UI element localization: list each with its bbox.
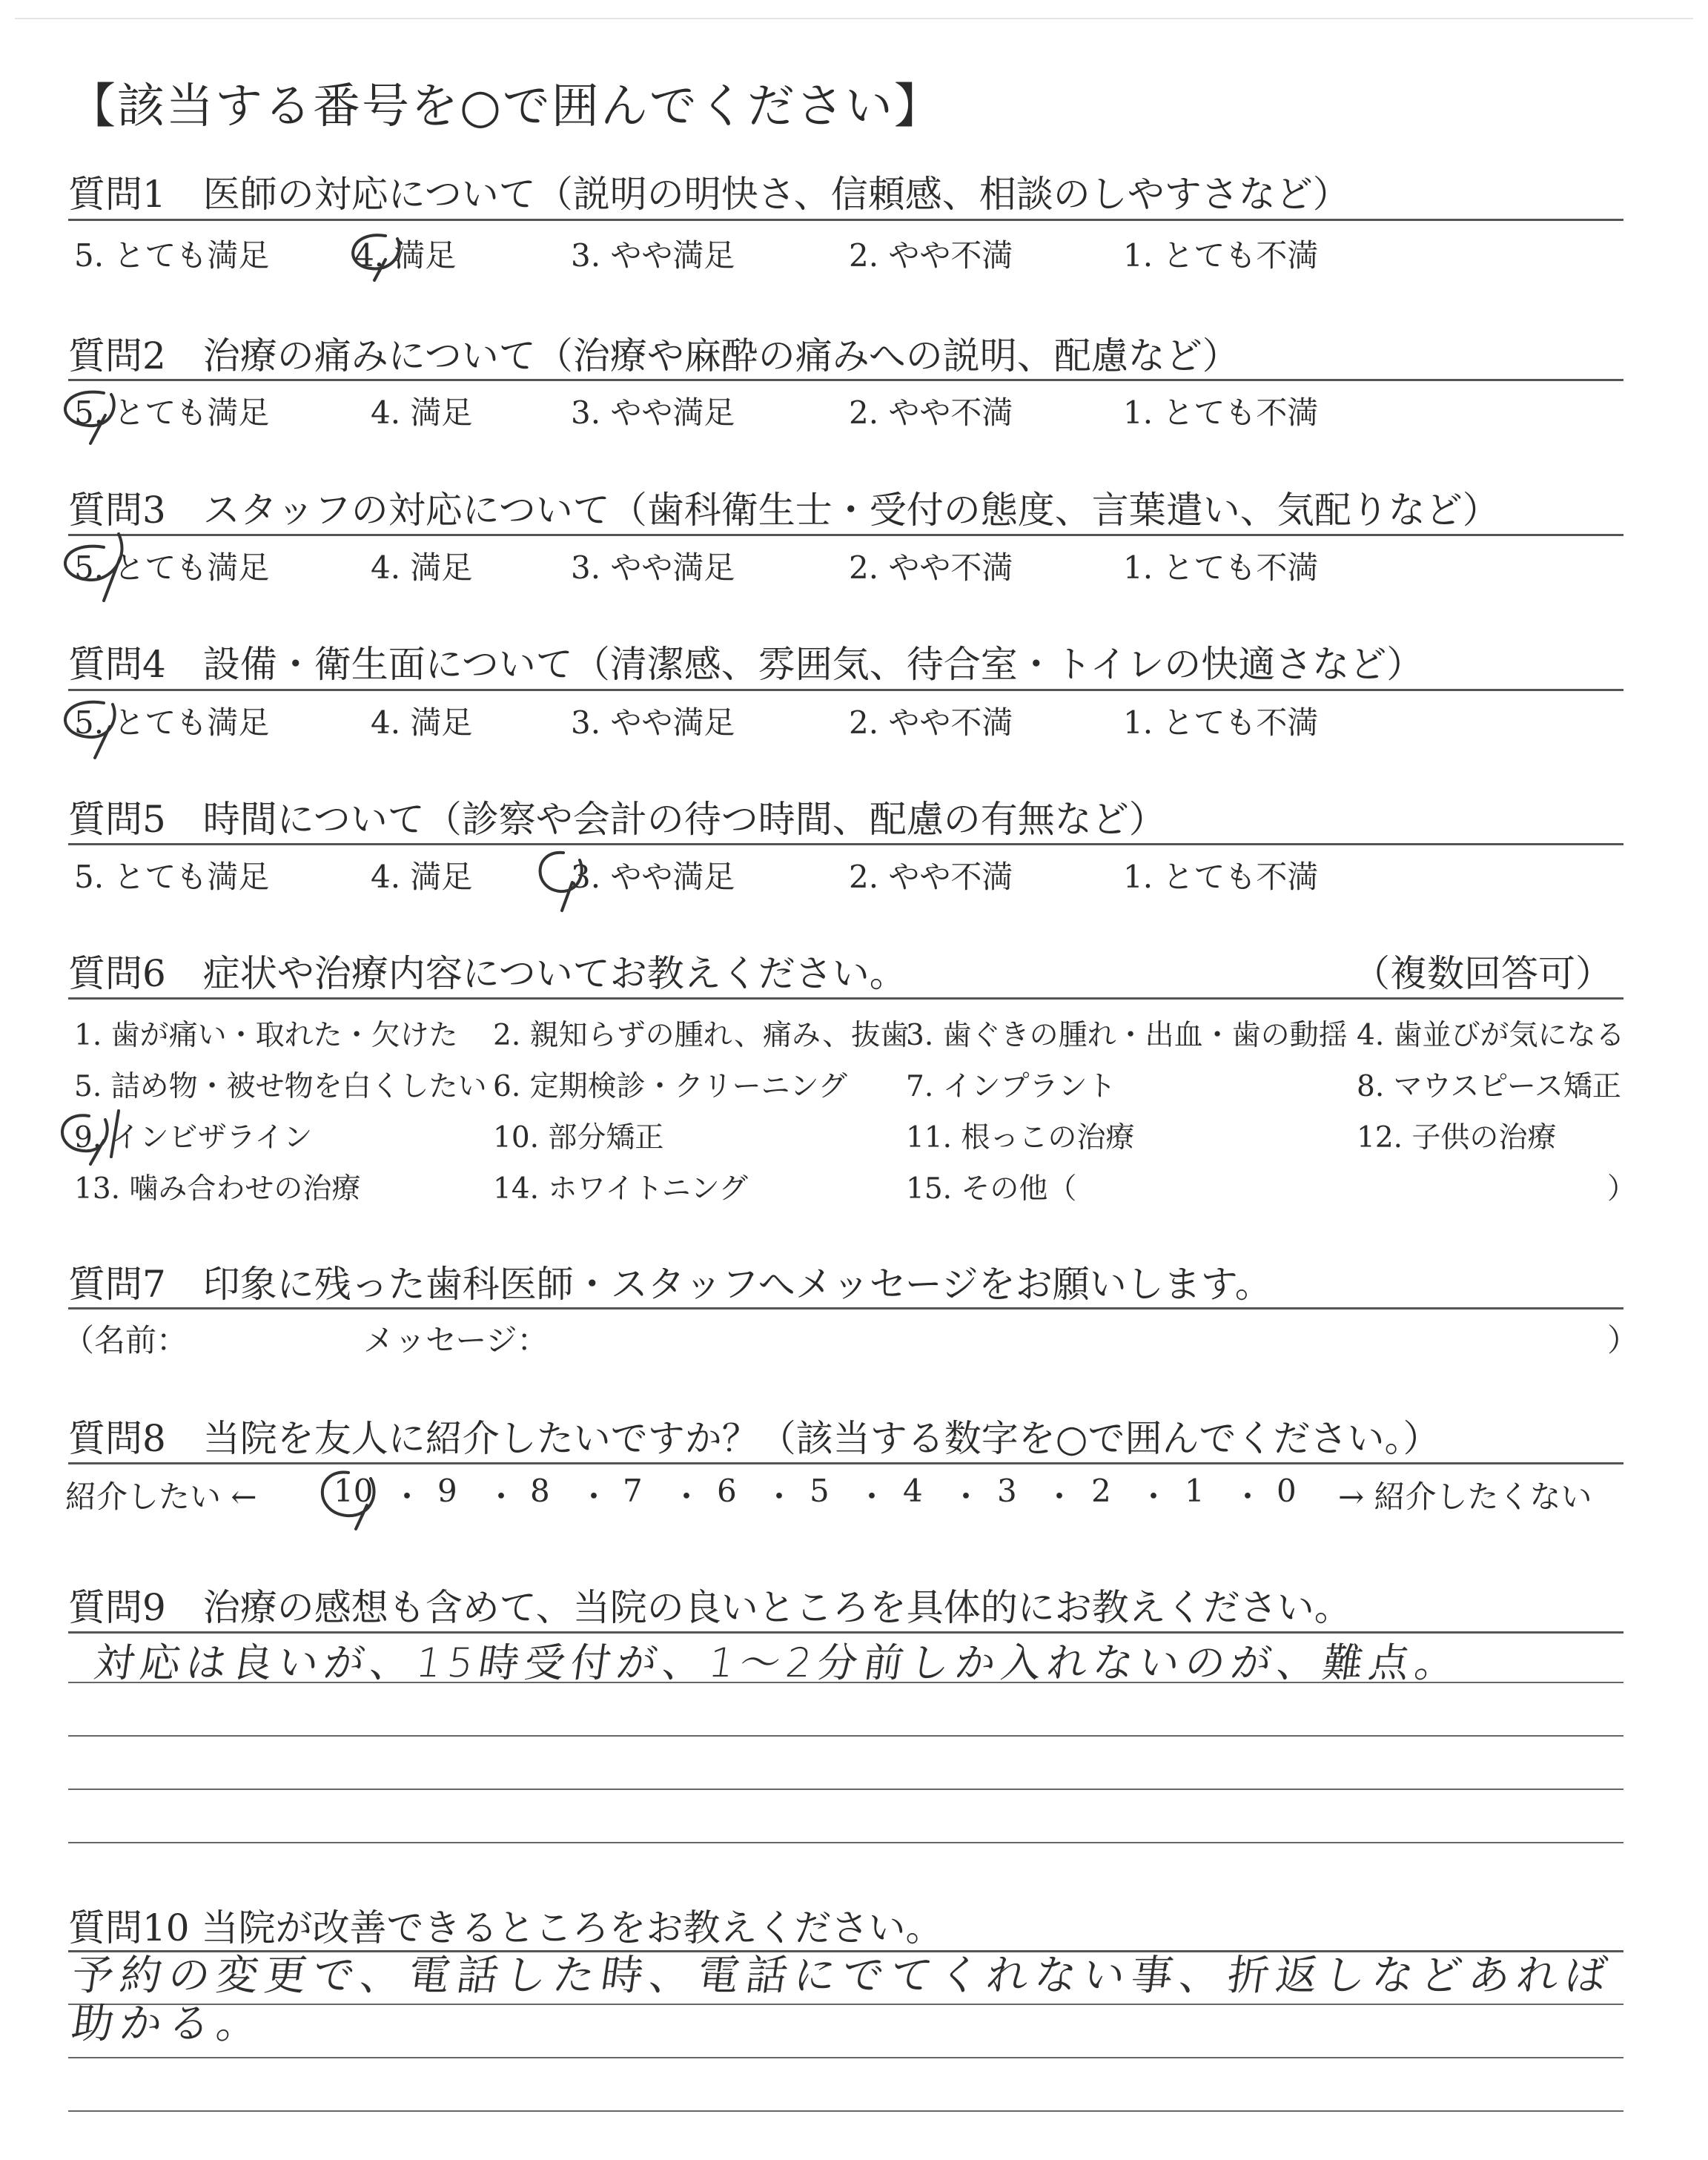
q8-value-8[interactable]: 8 (530, 1473, 550, 1509)
q1-option-3[interactable]: 3. やや満足 (571, 237, 735, 274)
q4-option-5[interactable]: 5. とても満足 (74, 704, 270, 741)
q8-dot: ・ (671, 1479, 703, 1515)
q8-dot: ・ (856, 1479, 888, 1515)
q6-option-14[interactable]: 14. ホワイトニング (493, 1172, 748, 1206)
q8-value-3[interactable]: 3 (997, 1473, 1017, 1509)
q8-value-0[interactable]: 0 (1277, 1473, 1297, 1509)
q3-option-3[interactable]: 3. やや満足 (571, 549, 735, 586)
q2-option-4[interactable]: 4. 満足 (371, 394, 473, 431)
q1-option-4[interactable]: 4. 満足 (354, 237, 457, 274)
q2-option-3[interactable]: 3. やや満足 (571, 394, 735, 431)
q6-option-12[interactable]: 12. 子供の治療 (1357, 1121, 1557, 1155)
q8-value-2[interactable]: 2 (1091, 1473, 1111, 1509)
q8-dot: ・ (764, 1479, 795, 1515)
q6-option-3[interactable]: 3. 歯ぐきの腫れ・出血・歯の動揺 (906, 1019, 1348, 1052)
q4-option-4[interactable]: 4. 満足 (371, 704, 473, 741)
q7-message-label: メッセージ： (363, 1322, 549, 1358)
q8-dot: ・ (391, 1479, 423, 1515)
question-4-title: 質問4 設備・衛生面について（清潔感、雰囲気、待合室・トイレの快適さなど） (68, 643, 1424, 686)
question-5-title: 質問5 時間について（診察や会計の待つ時間、配慮の有無など） (68, 798, 1166, 841)
q8-selected-circle (322, 1473, 374, 1529)
q4-option-3[interactable]: 3. やや満足 (571, 704, 735, 741)
q8-dot: ・ (1232, 1479, 1264, 1515)
q8-left-label: 紹介したい ← (65, 1479, 257, 1515)
q8-right-label: → 紹介したくない (1338, 1479, 1592, 1515)
q8-value-9[interactable]: 9 (437, 1473, 457, 1509)
question-1-title: 質問1 医師の対応について（説明の明快さ、信頼感、相談のしやすさなど） (68, 173, 1350, 216)
q8-value-6[interactable]: 6 (717, 1473, 737, 1509)
q8-value-7[interactable]: 7 (623, 1473, 643, 1509)
q3-selected-circle (65, 534, 122, 601)
q7-name-label: （名前： (63, 1322, 188, 1358)
q8-dot: ・ (578, 1479, 610, 1515)
question-9-title: 質問9 治療の感想も含めて、当院の良いところを具体的にお教えください。 (68, 1586, 1351, 1629)
q4-option-1[interactable]: 1. とても不満 (1123, 704, 1319, 741)
q4-selected-circle (65, 702, 115, 758)
q8-dot: ・ (1138, 1479, 1170, 1515)
q5-option-2[interactable]: 2. やや不満 (849, 859, 1013, 895)
q6-option-8[interactable]: 8. マウスピース矯正 (1357, 1070, 1621, 1103)
q5-option-5[interactable]: 5. とても満足 (74, 859, 270, 895)
q3-option-2[interactable]: 2. やや不満 (849, 549, 1013, 586)
q6-option-4[interactable]: 4. 歯並びが気になる (1357, 1019, 1625, 1052)
q2-option-5[interactable]: 5. とても満足 (74, 394, 270, 431)
q8-dot: ・ (486, 1479, 517, 1515)
q6-option-9[interactable]: 9. インビザライン (74, 1121, 313, 1155)
q1-option-5[interactable]: 5. とても満足 (74, 237, 270, 274)
q6-option-5[interactable]: 5. 詰め物・被せ物を白くしたい (74, 1070, 487, 1103)
q2-selected-circle (65, 392, 114, 443)
q1-option-1[interactable]: 1. とても不満 (1123, 237, 1319, 274)
q8-value-5[interactable]: 5 (810, 1473, 830, 1509)
q6-option-15-close: ） (1607, 1172, 1637, 1206)
q6-selected-circle (62, 1111, 119, 1164)
q6-option-13[interactable]: 13. 噛み合わせの治療 (74, 1172, 361, 1206)
page-header: 【該当する番号を○で囲んでください】 (68, 79, 943, 134)
q8-value-1[interactable]: 1 (1185, 1473, 1205, 1509)
q6-option-2[interactable]: 2. 親知らずの腫れ、痛み、抜歯 (493, 1019, 910, 1052)
q5-selected-circle (540, 853, 582, 911)
q3-option-1[interactable]: 1. とても不満 (1123, 549, 1319, 586)
q8-dot: ・ (1044, 1479, 1076, 1515)
question-6-note: （複数回答可） (1353, 952, 1612, 995)
q2-option-1[interactable]: 1. とても不満 (1123, 394, 1319, 431)
q6-option-6[interactable]: 6. 定期検診・クリーニング (493, 1070, 847, 1103)
q5-option-3[interactable]: 3. やや満足 (571, 859, 735, 895)
q3-option-5[interactable]: 5. とても満足 (74, 549, 270, 586)
q1-option-2[interactable]: 2. やや不満 (849, 237, 1013, 274)
q8-dot: ・ (950, 1479, 982, 1515)
q6-option-11[interactable]: 11. 根っこの治療 (906, 1121, 1135, 1155)
q6-option-7[interactable]: 7. インプラント (906, 1070, 1116, 1103)
question-2-title: 質問2 治療の痛みについて（治療や麻酔の痛みへの説明、配慮など） (68, 334, 1239, 377)
q6-option-1[interactable]: 1. 歯が痛い・取れた・欠けた (74, 1019, 458, 1052)
q6-option-10[interactable]: 10. 部分矯正 (493, 1121, 664, 1155)
q10-handwritten-answer-line2: 助かる。 (68, 2000, 268, 2048)
q9-handwritten-answer: 対応は良いが、15時受付が、1〜2分前しか入れないのが、難点。 (91, 1639, 1465, 1686)
q7-close-paren: ） (1607, 1322, 1639, 1358)
q8-value-4[interactable]: 4 (903, 1473, 923, 1509)
question-7-title: 質問7 印象に残った歯科医師・スタッフへメッセージをお願いします。 (68, 1263, 1272, 1306)
q10-handwritten-answer-line1: 予約の変更で、電話した時、電話にでてくれない事、折返しなどあれば (68, 1952, 1617, 2000)
question-3-title: 質問3 スタッフの対応について（歯科衛生士・受付の態度、言葉遣い、気配りなど） (68, 489, 1500, 532)
q5-option-4[interactable]: 4. 満足 (371, 859, 473, 895)
question-6-title: 質問6 症状や治療内容についてお教えください。 (68, 952, 907, 995)
q6-option-15[interactable]: 15. その他（ (906, 1172, 1077, 1206)
q4-option-2[interactable]: 2. やや不満 (849, 704, 1013, 741)
q1-selected-circle (353, 235, 399, 280)
question-10-title: 質問10 当院が改善できるところをお教えください。 (68, 1906, 943, 1949)
q2-option-2[interactable]: 2. やや不満 (849, 394, 1013, 431)
q8-value-10[interactable]: 10 (334, 1473, 374, 1509)
question-8-title: 質問8 当院を友人に紹介したいですか？（該当する数字を○で囲んでください。） (68, 1417, 1440, 1460)
q5-option-1[interactable]: 1. とても不満 (1123, 859, 1319, 895)
q3-option-4[interactable]: 4. 満足 (371, 549, 473, 586)
